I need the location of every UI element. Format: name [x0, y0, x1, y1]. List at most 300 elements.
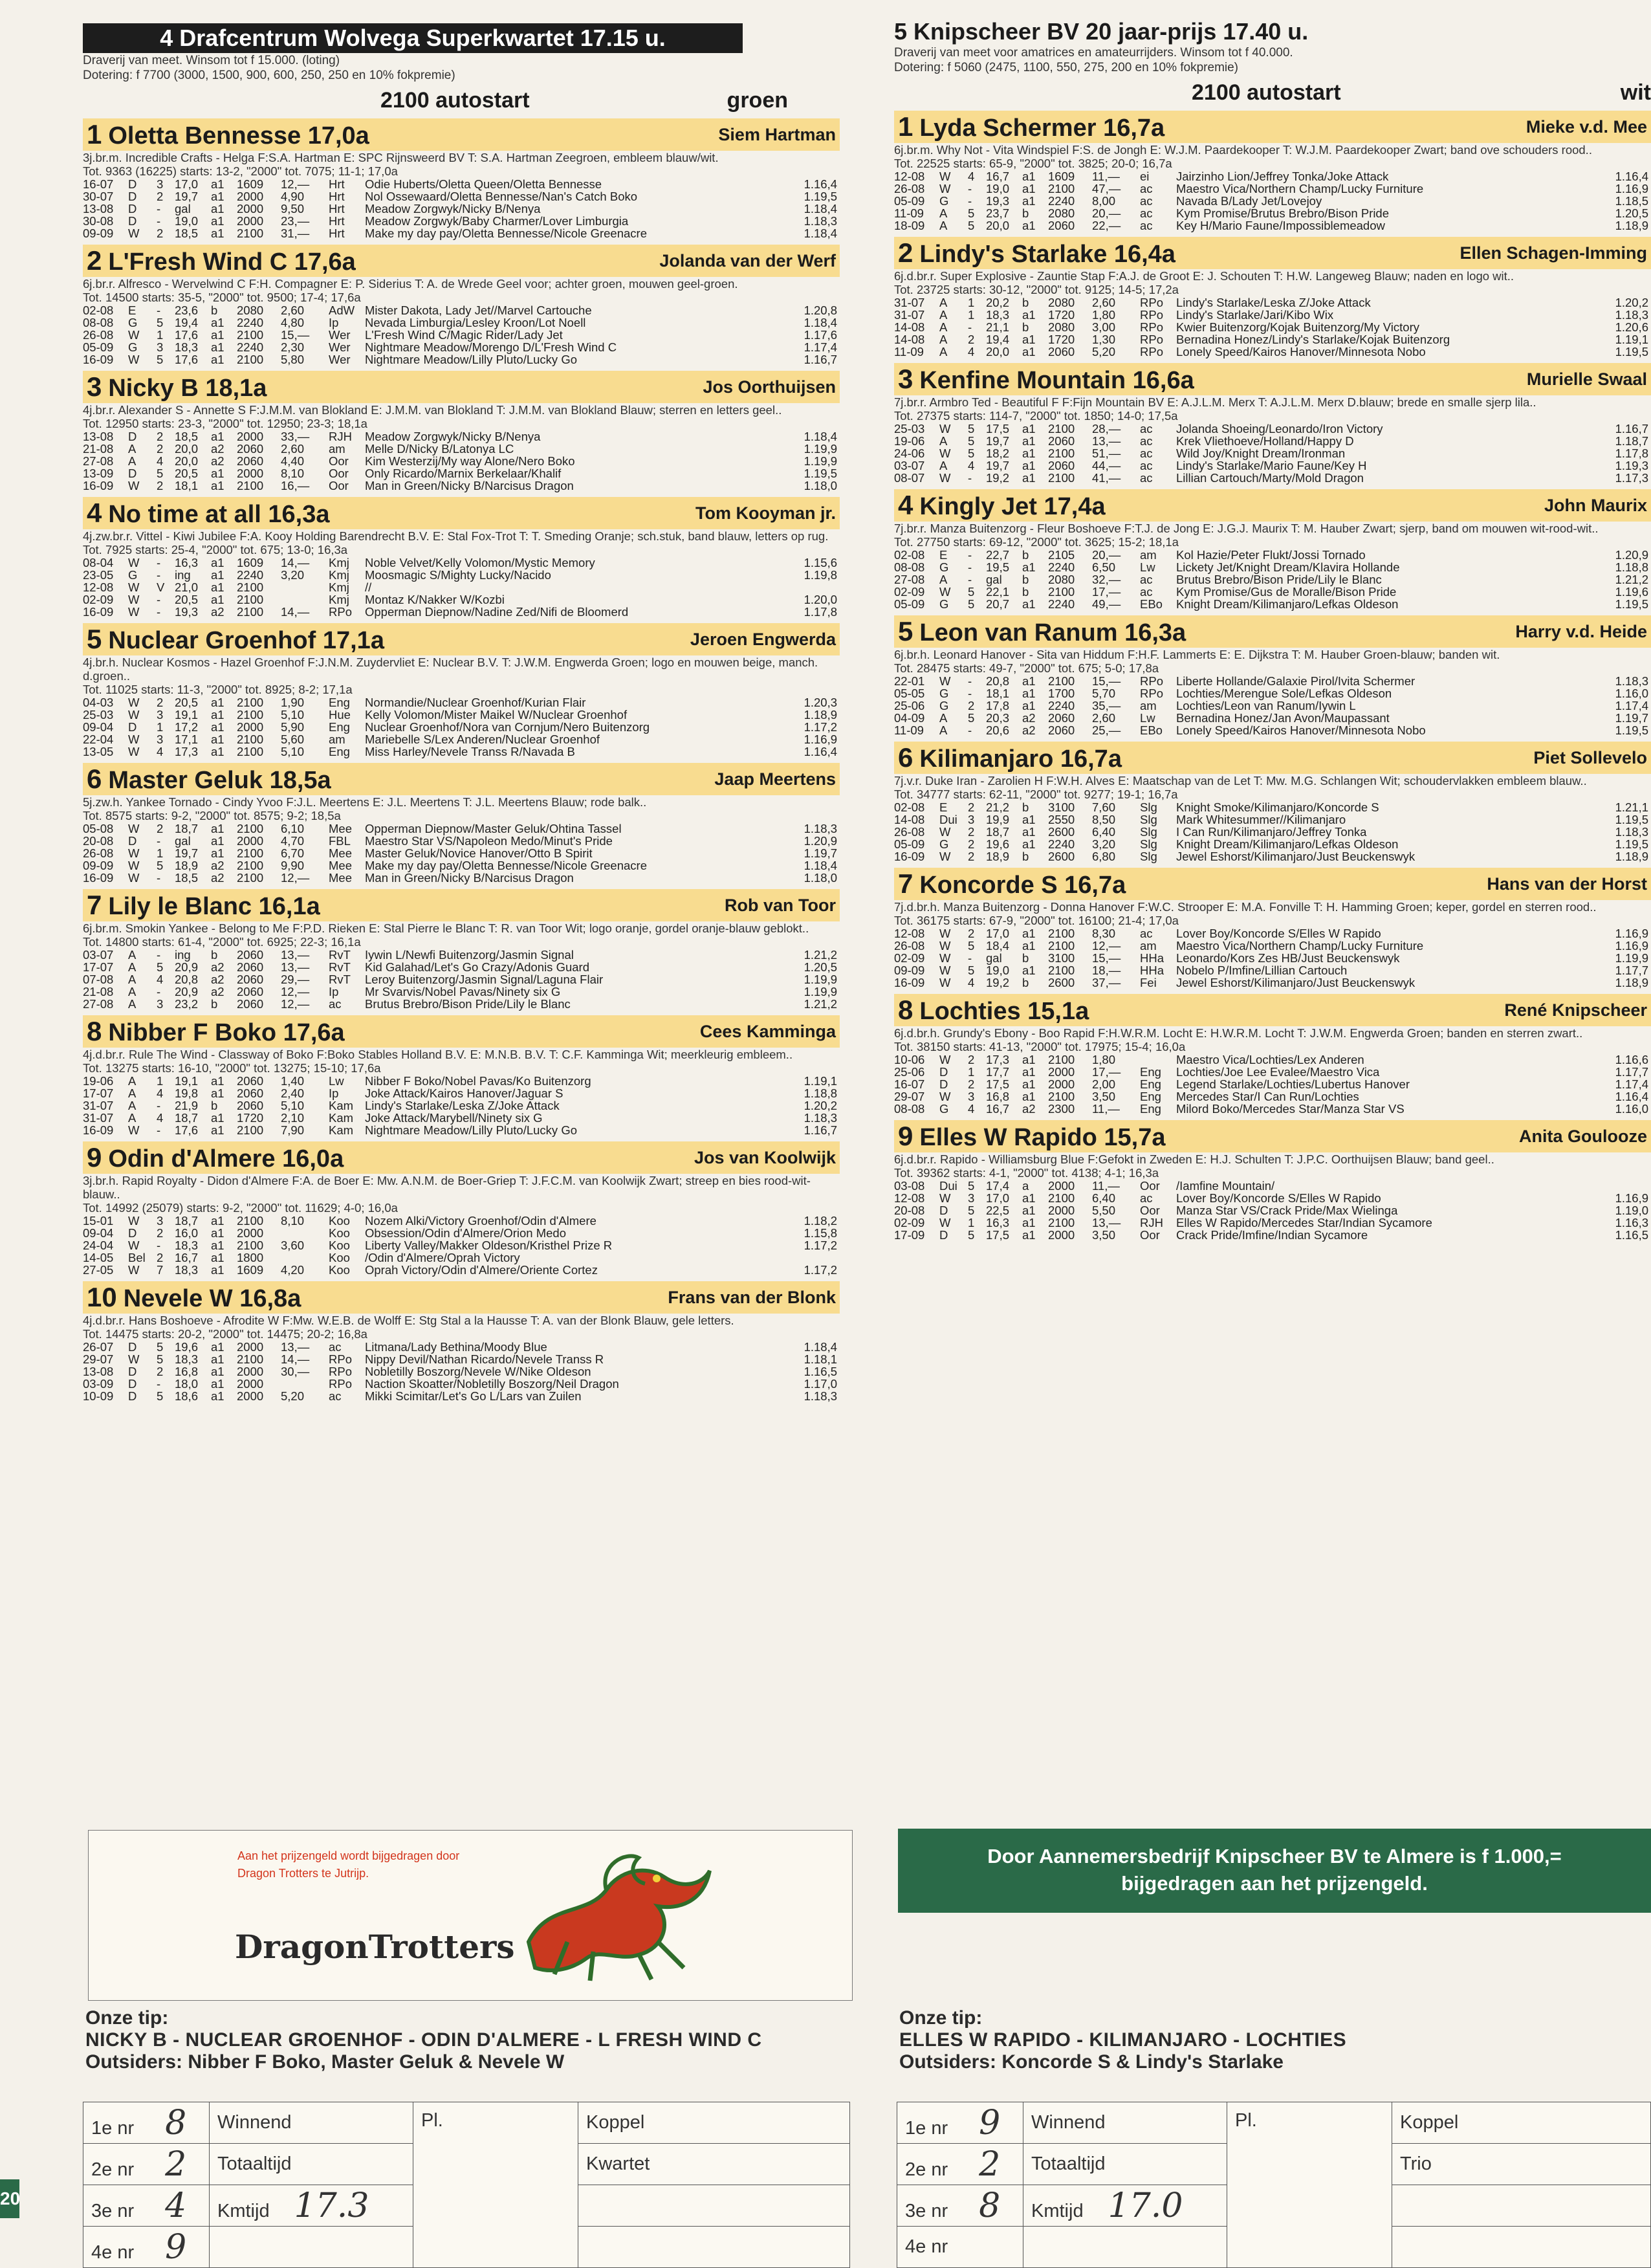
result-cell: 11-09 — [894, 723, 924, 737]
result-cell: 9,50 — [281, 202, 305, 215]
result-row — [83, 316, 840, 329]
race-5-color: wit — [1620, 80, 1651, 105]
result-row — [83, 569, 840, 581]
handwritten-kmtijd[interactable]: 17.0 — [1108, 2186, 1183, 2225]
result-cell: a1 — [1022, 813, 1036, 826]
result-cell: Knight Smoke/Kilimanjaro/Koncorde S — [1176, 800, 1379, 814]
result-cell: Key H/Mario Faune/Impossiblemeadow — [1176, 219, 1385, 232]
result-cell: Koo — [329, 1226, 350, 1240]
form-kmtijd: Kmtijd — [217, 2200, 270, 2221]
result-cell: 1.17,8 — [1615, 446, 1648, 460]
result-cell: 19,7 — [175, 846, 199, 860]
result-cell: Brutus Brebro/Bison Pride/Lily le Blanc — [1176, 573, 1382, 586]
result-cell: 16,7 — [986, 1102, 1010, 1116]
handwritten-number[interactable]: 9 — [979, 2103, 1001, 2142]
result-cell: 1.20,3 — [804, 696, 837, 709]
horse-name-wrap — [87, 498, 330, 529]
result-cell: 1,30 — [1092, 333, 1116, 346]
result-cell: 18,2 — [986, 446, 1010, 460]
result-cell: 14-08 — [894, 320, 925, 334]
result-cell: 5,90 — [281, 720, 305, 734]
result-cell: A — [939, 711, 948, 725]
result-cell: 17-07 — [83, 1086, 114, 1100]
result-cell: Lochties/Joe Lee Evalee/Maestro Vica — [1176, 1065, 1380, 1079]
result-cell: 1.20,6 — [1615, 320, 1648, 334]
driver-name: Mieke v.d. Mee — [1525, 116, 1647, 137]
result-cell: 31-07 — [83, 1099, 114, 1112]
result-cell: 1.16,7 — [1615, 422, 1648, 435]
result-cell: 18,— — [1092, 963, 1121, 977]
race-4-condition-line: Dotering: f 7700 (3000, 1500, 900, 600, 250, 250 en 10% fokpremie) — [83, 69, 455, 82]
result-cell: a1 — [1022, 219, 1036, 232]
result-cell: a1 — [1022, 434, 1036, 448]
result-cell: 2060 — [237, 997, 264, 1011]
result-cell: Bernadina Honez/Lindy's Starlake/Kojak Buitenzorg — [1176, 333, 1450, 346]
result-cell: a1 — [211, 580, 224, 594]
driver-name: Jos van Koolwijk — [694, 1147, 836, 1167]
result-cell: 1.17,4 — [1615, 1077, 1648, 1091]
result-cell: 16,3 — [175, 556, 199, 569]
knipscheer-sponsor-box — [898, 1829, 1651, 1913]
result-cell: Joke Attack/Marybell/Ninety six G — [365, 1111, 543, 1125]
result-row — [894, 472, 1651, 484]
result-cell: 17,4 — [986, 1179, 1010, 1193]
result-cell: 11,— — [1092, 170, 1120, 183]
horse-entry — [894, 742, 1651, 863]
result-cell: RPo — [329, 605, 352, 619]
result-row — [894, 321, 1651, 333]
result-cell: 1.19,9 — [804, 985, 837, 998]
result-cell: Nippy Devil/Nathan Ricardo/Nevele Transs R — [365, 1352, 604, 1366]
tip-label: Onze tip: — [85, 2007, 169, 2029]
result-row — [894, 170, 1651, 182]
result-cell: 32,— — [1092, 573, 1121, 586]
form-koppel: Koppel — [578, 2102, 850, 2144]
result-cell: G — [128, 316, 138, 329]
result-cell: 2060 — [237, 973, 264, 986]
horse-header — [83, 623, 840, 655]
result-cell: RPo — [1140, 687, 1163, 700]
result-cell: 2100 — [237, 1214, 264, 1228]
result-cell: 20,— — [1092, 548, 1121, 562]
result-cell: 1609 — [237, 556, 264, 569]
result-cell: 1.18,0 — [804, 871, 837, 885]
result-cell: 5 — [968, 434, 975, 448]
result-cell: ac — [1140, 927, 1153, 940]
result-cell: 20,8 — [986, 674, 1010, 688]
result-cell: 20,0 — [986, 219, 1010, 232]
result-cell: Hrt — [329, 202, 345, 215]
result-cell: a1 — [1022, 1228, 1036, 1242]
form-empty-cell — [210, 2227, 413, 2268]
result-cell: Koo — [329, 1214, 350, 1228]
result-cell: 2100 — [1048, 674, 1075, 688]
horse-name: Lindy's Starlake 16,4a — [919, 241, 1175, 268]
result-cell: 16-09 — [83, 479, 114, 492]
horse-header — [894, 742, 1651, 774]
result-cell: a1 — [1022, 939, 1036, 952]
handwritten-kmtijd[interactable]: 17.3 — [294, 2186, 369, 2225]
handwritten-number[interactable]: 8 — [979, 2186, 1001, 2225]
result-cell: 16-07 — [894, 1077, 925, 1091]
result-cell: am — [1140, 699, 1157, 712]
result-cell: A — [128, 985, 137, 998]
sponsor-line: Door Aannemersbedrijf Knipscheer BV te Almere is f 1.000,= — [987, 1845, 1562, 1867]
result-row — [894, 586, 1651, 598]
results-table — [894, 423, 1651, 484]
horse-number: 3 — [87, 371, 102, 402]
result-cell: ac — [329, 997, 342, 1011]
result-cell: 1.17,7 — [1615, 1065, 1648, 1079]
result-cell: 2000 — [237, 467, 264, 480]
result-cell: 17,6 — [175, 353, 199, 366]
race-5-betting-form — [897, 2102, 1651, 2268]
horse-totals: Tot. 9363 (16225) starts: 13-2, "2000" tot. 7075; 11-1; 17,0a — [83, 164, 398, 178]
result-row — [83, 1227, 840, 1239]
result-cell: 1.19,9 — [804, 973, 837, 986]
result-cell: a1 — [211, 1352, 224, 1366]
result-cell: Naction Skoatter/Nobletilly Boszorg/Neil Dragon — [365, 1377, 619, 1391]
result-row — [83, 178, 840, 190]
result-cell: Normandie/Nuclear Groenhof/Kurian Flair — [365, 696, 586, 709]
result-cell: 1.15,6 — [804, 556, 837, 569]
result-cell: 14-05 — [83, 1251, 114, 1264]
result-cell: - — [157, 593, 161, 606]
result-cell: 04-03 — [83, 696, 114, 709]
handwritten-number[interactable]: 4 — [165, 2186, 187, 2225]
form-row-label: 4e nr — [91, 2241, 135, 2263]
horse-name-wrap — [898, 868, 1126, 899]
result-cell: 14,— — [281, 556, 310, 569]
result-cell: 07-08 — [83, 973, 114, 986]
result-cell: 21,0 — [175, 580, 199, 594]
result-cell: 2080 — [1048, 320, 1075, 334]
result-cell: W — [128, 1123, 140, 1137]
result-cell: 15,— — [1092, 674, 1121, 688]
horse-header — [894, 237, 1651, 269]
result-cell: Knight Dream/Kilimanjaro/Lefkas Oldeson — [1176, 837, 1399, 851]
result-cell: ac — [1140, 219, 1153, 232]
handwritten-number[interactable]: 8 — [165, 2103, 187, 2142]
result-cell: W — [128, 871, 140, 885]
driver-name: Rob van Toor — [725, 895, 836, 915]
result-cell: 5,60 — [281, 732, 305, 746]
results-table — [894, 675, 1651, 736]
result-cell: Lindy's Starlake/Mario Faune/Key H — [1176, 459, 1367, 472]
handwritten-number[interactable]: 2 — [979, 2144, 1001, 2184]
result-cell: b — [1022, 585, 1029, 599]
result-cell: 5 — [968, 585, 975, 599]
result-cell: - — [157, 1377, 161, 1391]
horse-name-wrap — [87, 1282, 301, 1313]
horse-entry — [894, 237, 1651, 358]
result-cell: - — [157, 303, 161, 317]
result-cell: Kol Hazie/Peter Flukt/Jossi Tornado — [1176, 548, 1366, 562]
result-cell: 2,40 — [281, 1086, 305, 1100]
result-cell: W — [128, 696, 140, 709]
result-cell: Kym Promise/Gus de Moralle/Bison Pride — [1176, 585, 1397, 599]
result-cell: - — [157, 568, 161, 582]
result-row — [894, 1192, 1651, 1204]
result-cell: Kam — [329, 1111, 354, 1125]
result-cell: 2060 — [237, 960, 264, 974]
result-row — [894, 598, 1651, 610]
result-cell: - — [157, 214, 161, 228]
result-cell: A — [939, 206, 948, 220]
result-cell: b — [211, 948, 218, 962]
horse-name: Nuclear Groenhof 17,1a — [108, 627, 384, 654]
result-cell: 1.16,6 — [1615, 1053, 1648, 1066]
result-cell: 13-09 — [83, 467, 114, 480]
horse-pedigree: 6j.br.m. Smokin Yankee - Belong to Me F:P.D. Rieken E: Stal Pierre le Blanc T: R. van Toor Wit; logo oranje, gordel oranje-blauw geblokt.. — [83, 921, 809, 935]
horse-totals: Tot. 22525 starts: 65-9, "2000" tot. 3825; 20-0; 16,7a — [894, 157, 1172, 170]
result-cell: 4 — [157, 745, 164, 758]
result-cell: 16,7 — [986, 170, 1010, 183]
result-row — [83, 709, 840, 721]
result-cell: Manza Star VS/Crack Pride/Max Wielinga — [1176, 1204, 1398, 1217]
result-cell: 4 — [157, 454, 164, 468]
ad-text-line: Dragon Trotters te Jutrijp. — [237, 1867, 369, 1880]
result-cell: 2000 — [237, 1340, 264, 1354]
result-cell: 1.18,8 — [804, 1086, 837, 1100]
result-cell: W — [128, 1352, 140, 1366]
result-cell: D — [128, 177, 137, 191]
horse-name-wrap — [87, 1142, 344, 1173]
horse-entry — [83, 118, 840, 239]
result-row — [894, 1180, 1651, 1192]
result-cell: 02-08 — [894, 548, 925, 562]
result-cell: RPo — [329, 1352, 352, 1366]
result-cell: 25,— — [1092, 723, 1121, 737]
result-cell: 12-08 — [894, 1191, 925, 1205]
result-cell: 1.18,4 — [804, 1340, 837, 1354]
result-cell: D — [128, 430, 137, 443]
result-cell: 2060 — [237, 454, 264, 468]
result-cell: Slg — [1140, 850, 1157, 863]
result-cell: 20-08 — [83, 834, 114, 848]
result-cell: 1.18,5 — [1615, 194, 1648, 208]
horse-entry — [894, 868, 1651, 989]
result-cell: 2 — [157, 190, 164, 203]
result-row — [894, 976, 1651, 989]
result-cell: Nightmare Meadow/Lilly Pluto/Lucky Go — [365, 353, 578, 366]
result-cell: 2100 — [237, 328, 264, 342]
result-cell: 2100 — [1048, 1053, 1075, 1066]
result-cell: A — [939, 219, 948, 232]
result-cell: 2 — [157, 479, 164, 492]
result-cell: Hrt — [329, 190, 345, 203]
result-cell: 19,4 — [986, 333, 1010, 346]
result-cell: 18,9 — [986, 850, 1010, 863]
result-cell: 26-08 — [894, 939, 925, 952]
result-cell: Mikki Scimitar/Let's Go L/Lars van Zuilen — [365, 1389, 582, 1403]
result-cell: W — [939, 825, 951, 839]
result-cell: - — [968, 674, 972, 688]
result-row — [894, 952, 1651, 964]
result-cell: ac — [1140, 585, 1153, 599]
result-cell: 03-07 — [83, 948, 114, 962]
result-cell: W — [939, 939, 951, 952]
horse-name: Koncorde S 16,7a — [919, 872, 1126, 899]
result-cell: 18,0 — [175, 1377, 199, 1391]
result-cell: 08-08 — [894, 1102, 925, 1116]
result-cell: 28,— — [1092, 422, 1121, 435]
result-cell: W — [939, 674, 951, 688]
result-cell: 3,20 — [1092, 837, 1116, 851]
horse-totals: Tot. 27750 starts: 69-12, "2000" tot. 3625; 15-2; 18,1a — [894, 535, 1179, 549]
horse-number: 9 — [87, 1142, 102, 1173]
result-cell: 1.16,9 — [1615, 182, 1648, 195]
horse-name-wrap — [898, 111, 1164, 142]
result-cell: Opperman Diepnow/Nadine Zed/Nifi de Bloomerd — [365, 605, 629, 619]
result-cell: 31-07 — [894, 296, 925, 309]
result-cell: /Odin d'Almere/Oprah Victory — [365, 1251, 520, 1264]
result-cell: Ip — [329, 1086, 339, 1100]
result-cell: 3 — [157, 708, 164, 721]
result-cell: W — [128, 580, 140, 594]
result-cell: 1.18,3 — [804, 214, 837, 228]
result-cell: 09-09 — [83, 859, 114, 872]
result-cell: W — [128, 226, 140, 240]
result-row — [894, 826, 1651, 838]
result-cell: 29-07 — [894, 1090, 925, 1103]
result-cell: RvT — [329, 973, 351, 986]
horse-name: Leon van Ranum 16,3a — [919, 619, 1186, 646]
result-row — [894, 838, 1651, 850]
result-cell: 20,9 — [175, 960, 199, 974]
horse-name: No time at all 16,3a — [108, 501, 330, 528]
result-cell: 1.19,5 — [804, 190, 837, 203]
result-cell: Mee — [329, 859, 352, 872]
result-cell: 16,0 — [175, 1226, 199, 1240]
result-cell: 2060 — [1048, 219, 1075, 232]
result-cell: b — [1022, 800, 1029, 814]
result-cell: 19,1 — [175, 708, 199, 721]
result-cell: 4 — [157, 1086, 164, 1100]
result-cell: W — [939, 1053, 951, 1066]
result-cell: 20-08 — [894, 1204, 925, 1217]
horse-header — [83, 371, 840, 403]
result-cell: 20,3 — [986, 711, 1010, 725]
result-cell: 7,90 — [281, 1123, 305, 1137]
result-cell: Krek Vliethoeve/Holland/Happy D — [1176, 434, 1354, 448]
result-cell: Maestro Vica/Northern Champ/Lucky Furniture — [1176, 939, 1424, 952]
result-cell: 1.16,7 — [804, 353, 837, 366]
result-cell: Lillian Cartouch/Marty/Mold Dragon — [1176, 471, 1364, 485]
result-cell: a1 — [1022, 446, 1036, 460]
result-cell: 1.18,3 — [804, 822, 837, 835]
result-cell: 2240 — [1048, 560, 1075, 574]
race-4-column — [83, 0, 840, 1402]
result-cell: RvT — [329, 960, 351, 974]
result-cell: ei — [1140, 170, 1150, 183]
result-cell: a1 — [1022, 471, 1036, 485]
result-cell: a1 — [211, 1123, 224, 1137]
result-cell: 18,5 — [175, 226, 199, 240]
result-cell: a1 — [1022, 1077, 1036, 1091]
result-cell: 2100 — [237, 593, 264, 606]
result-row — [83, 1264, 840, 1276]
result-cell: 3 — [157, 997, 164, 1011]
result-cell: b — [1022, 206, 1029, 220]
horse-number: 6 — [87, 764, 102, 794]
result-cell: 16,3 — [986, 1216, 1010, 1229]
result-cell: Lochties/Merengue Sole/Lefkas Oldeson — [1176, 687, 1392, 700]
result-cell: ing — [175, 948, 191, 962]
result-cell: 1.21,1 — [1615, 800, 1648, 814]
result-cell: 17-09 — [894, 1228, 925, 1242]
result-cell: 22-04 — [83, 732, 114, 746]
tip-outsiders: Outsiders: Koncorde S & Lindy's Starlake — [899, 2051, 1284, 2073]
result-cell: a1 — [211, 226, 224, 240]
horse-entry — [83, 889, 840, 1010]
result-cell: Kwier Buitenzorg/Kojak Buitenzorg/My Victory — [1176, 320, 1419, 334]
result-cell: 1.18,1 — [804, 1352, 837, 1366]
horse-name: Oletta Bennesse 17,0a — [108, 122, 369, 149]
results-table — [83, 556, 840, 618]
result-cell: 2060 — [1048, 723, 1075, 737]
result-cell: 1.18,0 — [804, 479, 837, 492]
result-cell: 8,30 — [1092, 927, 1116, 940]
result-cell: 5,20 — [1092, 345, 1116, 358]
result-cell: 14-08 — [894, 813, 925, 826]
result-cell: D — [128, 467, 137, 480]
result-cell: Man in Green/Nicky B/Narcisus Dragon — [365, 871, 574, 885]
result-cell: 4 — [968, 345, 975, 358]
result-cell: V — [157, 580, 165, 594]
driver-name: Siem Hartman — [718, 124, 836, 144]
result-cell: 11-09 — [894, 206, 924, 220]
form-koppel: Koppel — [1392, 2102, 1651, 2144]
result-row — [83, 1215, 840, 1227]
result-cell: - — [157, 834, 161, 848]
result-cell: 1.18,3 — [804, 1389, 837, 1403]
result-cell: 2100 — [1048, 963, 1075, 977]
handwritten-number[interactable]: 2 — [165, 2144, 187, 2184]
result-row — [894, 423, 1651, 435]
result-cell: 19,3 — [175, 605, 199, 619]
result-cell: 4 — [968, 976, 975, 989]
result-cell: D — [128, 1365, 137, 1378]
result-row — [83, 733, 840, 745]
result-cell: 19,0 — [986, 963, 1010, 977]
result-row — [894, 675, 1651, 687]
handwritten-number[interactable]: 9 — [165, 2227, 187, 2267]
result-cell: 13,— — [281, 1340, 310, 1354]
horse-header — [894, 111, 1651, 143]
result-cell: Koo — [329, 1251, 350, 1264]
result-cell: - — [157, 948, 161, 962]
result-cell: 2000 — [237, 720, 264, 734]
result-cell: 20,7 — [986, 597, 1010, 611]
result-cell: 2 — [157, 1251, 164, 1264]
result-cell: Kmj — [329, 568, 349, 582]
result-cell: 2100 — [237, 732, 264, 746]
result-cell: 5 — [157, 1352, 164, 1366]
horse-name: L'Fresh Wind C 17,6a — [108, 248, 356, 276]
result-cell: Nozem Alki/Victory Groenhof/Odin d'Almere — [365, 1214, 596, 1228]
result-cell: 3 — [157, 340, 164, 354]
result-cell: 2000 — [237, 1365, 264, 1378]
result-cell: 2100 — [237, 708, 264, 721]
driver-name: Anita Goulooze — [1519, 1126, 1647, 1146]
result-cell: 2100 — [237, 605, 264, 619]
result-cell: W — [939, 850, 951, 863]
horse-entry — [83, 763, 840, 884]
result-cell: 2000 — [237, 190, 264, 203]
result-cell: 1.19,7 — [804, 846, 837, 860]
result-cell: Oor — [329, 467, 349, 480]
